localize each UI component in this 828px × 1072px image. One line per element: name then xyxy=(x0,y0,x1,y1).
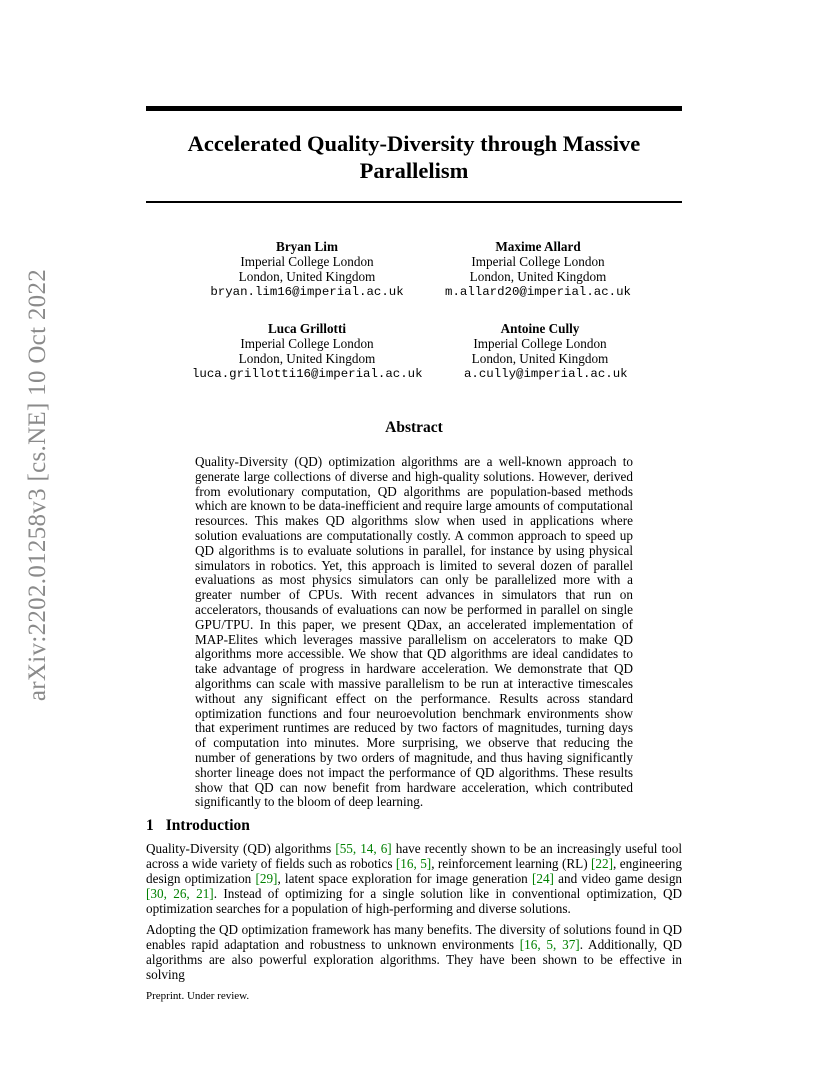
citation-link[interactable]: [22] xyxy=(591,856,613,871)
section-title: Introduction xyxy=(165,817,250,834)
author-block xyxy=(192,321,422,382)
author-location: London, United Kingdom xyxy=(469,269,607,285)
intro-paragraph-2 xyxy=(146,922,682,982)
author-name: Bryan Lim xyxy=(276,239,338,254)
paper-title: Accelerated Quality-Diversity through Massive Parallelism xyxy=(187,131,641,183)
author-affiliation: Imperial College London xyxy=(240,336,374,352)
title-bottom-rule xyxy=(146,201,682,203)
abstract-heading: Abstract xyxy=(385,419,443,436)
text-run: . Additionally, QD algorithms are also powerful exploration algorithms. They have been shown to be effective in solving xyxy=(146,937,682,982)
footer-note: Preprint. Under review. xyxy=(146,990,250,1002)
citation-link[interactable]: [24] xyxy=(531,871,554,886)
author-location: London, United Kingdom xyxy=(238,351,376,367)
author-email[interactable]: a.cully@imperial.ac.uk xyxy=(464,366,628,381)
citation-link[interactable]: [30, 26, 21] xyxy=(146,886,214,901)
text-run: . Instead of optimizing for a single solution like in conventional optimization, QD optimization searches for a population of high-performing and diverse solutions. xyxy=(146,886,682,916)
text-run: and video game design xyxy=(553,871,683,886)
author-location: London, United Kingdom xyxy=(238,269,376,285)
author-block xyxy=(198,239,416,300)
author-block xyxy=(434,239,642,300)
author-name: Antoine Cully xyxy=(500,321,580,336)
arxiv-identifier xyxy=(18,268,58,702)
arxiv-identifier-text: arXiv:2202.01258v3 [cs.NE] 10 Oct 2022 xyxy=(24,268,52,702)
citation-link[interactable]: [29] xyxy=(255,871,278,886)
text-run: Quality-Diversity (QD) algorithms xyxy=(146,841,336,856)
section-number: 1 xyxy=(146,817,154,834)
author-affiliation: Imperial College London xyxy=(471,254,605,270)
author-email[interactable]: luca.grillotti16@imperial.ac.uk xyxy=(192,366,423,381)
intro-paragraph-1 xyxy=(146,841,682,916)
author-email[interactable]: m.allard20@imperial.ac.uk xyxy=(445,284,631,299)
author-affiliation: Imperial College London xyxy=(473,336,607,352)
text-run: , reinforcement learning (RL) xyxy=(431,856,592,871)
section-heading xyxy=(146,817,250,835)
text-run: have recently shown to be an increasingly useful tool across a wide variety of fields such as robotics xyxy=(146,841,682,871)
title-top-rule xyxy=(146,106,682,111)
text-run: , latent space exploration for image generation xyxy=(277,871,532,886)
author-block xyxy=(464,321,628,382)
abstract-text: Quality-Diversity (QD) optimization algorithms are a well-known approach to generate large collections of diverse and high-quality solutions. However, derived from evolutionary computation, QD algorithms are population-based methods which are known to be data-inefficient and require large amounts of computational resources. This makes QD algorithms slow when used in applications where solution evaluations are computationally costly. A common approach to speed up QD algorithms is to evaluate solutions in parallel, for instance by using physical simulators in robotics. Yet, this approach is limited to several dozen of parallel evaluations as most physics simulators can only be parallelized more with a greater number of CPUs. With recent advances in simulators that run on accelerators, thousands of evaluations can now be performed in parallel on single GPU/TPU. In this paper, we present QDax, an accelerated implementation of MAP-Elites which leverages massive parallelism on accelerators to make QD algorithms more accessible. We show that QD algorithms are ideal candidates to take advantage of progress in hardware acceleration. We demonstrate that QD algorithms can scale with massive parallelism to be run at interactive timescales without any significant effect on the performance. Results across standard optimization functions and four neuroevolution benchmark environments show that experiment runtimes are reduced by two factors of magnitudes, turning days of computation into minutes. More surprising, we observe that reducing the number of generations by two orders of magnitude, and thus having significantly shorter lineage does not impact the performance of QD algorithms. These results show that QD can now benefit from hardware acceleration, which contributed significantly to the bloom of deep learning. xyxy=(195,454,633,810)
text-run: Adopting the QD optimization framework has many benefits. The diversity of solutions found in QD enables rapid adaptation and robustness to unknown environments xyxy=(146,922,682,952)
citation-link[interactable]: [55, 14, 6] xyxy=(335,841,392,856)
author-name: Maxime Allard xyxy=(495,239,581,254)
author-location: London, United Kingdom xyxy=(471,351,609,367)
author-affiliation: Imperial College London xyxy=(240,254,374,270)
text-run: , engineering design optimization xyxy=(146,856,682,886)
author-email[interactable]: bryan.lim16@imperial.ac.uk xyxy=(210,284,404,299)
author-name: Luca Grillotti xyxy=(267,321,347,336)
citation-link[interactable]: [16, 5, 37] xyxy=(519,937,580,952)
citation-link[interactable]: [16, 5] xyxy=(395,856,432,871)
